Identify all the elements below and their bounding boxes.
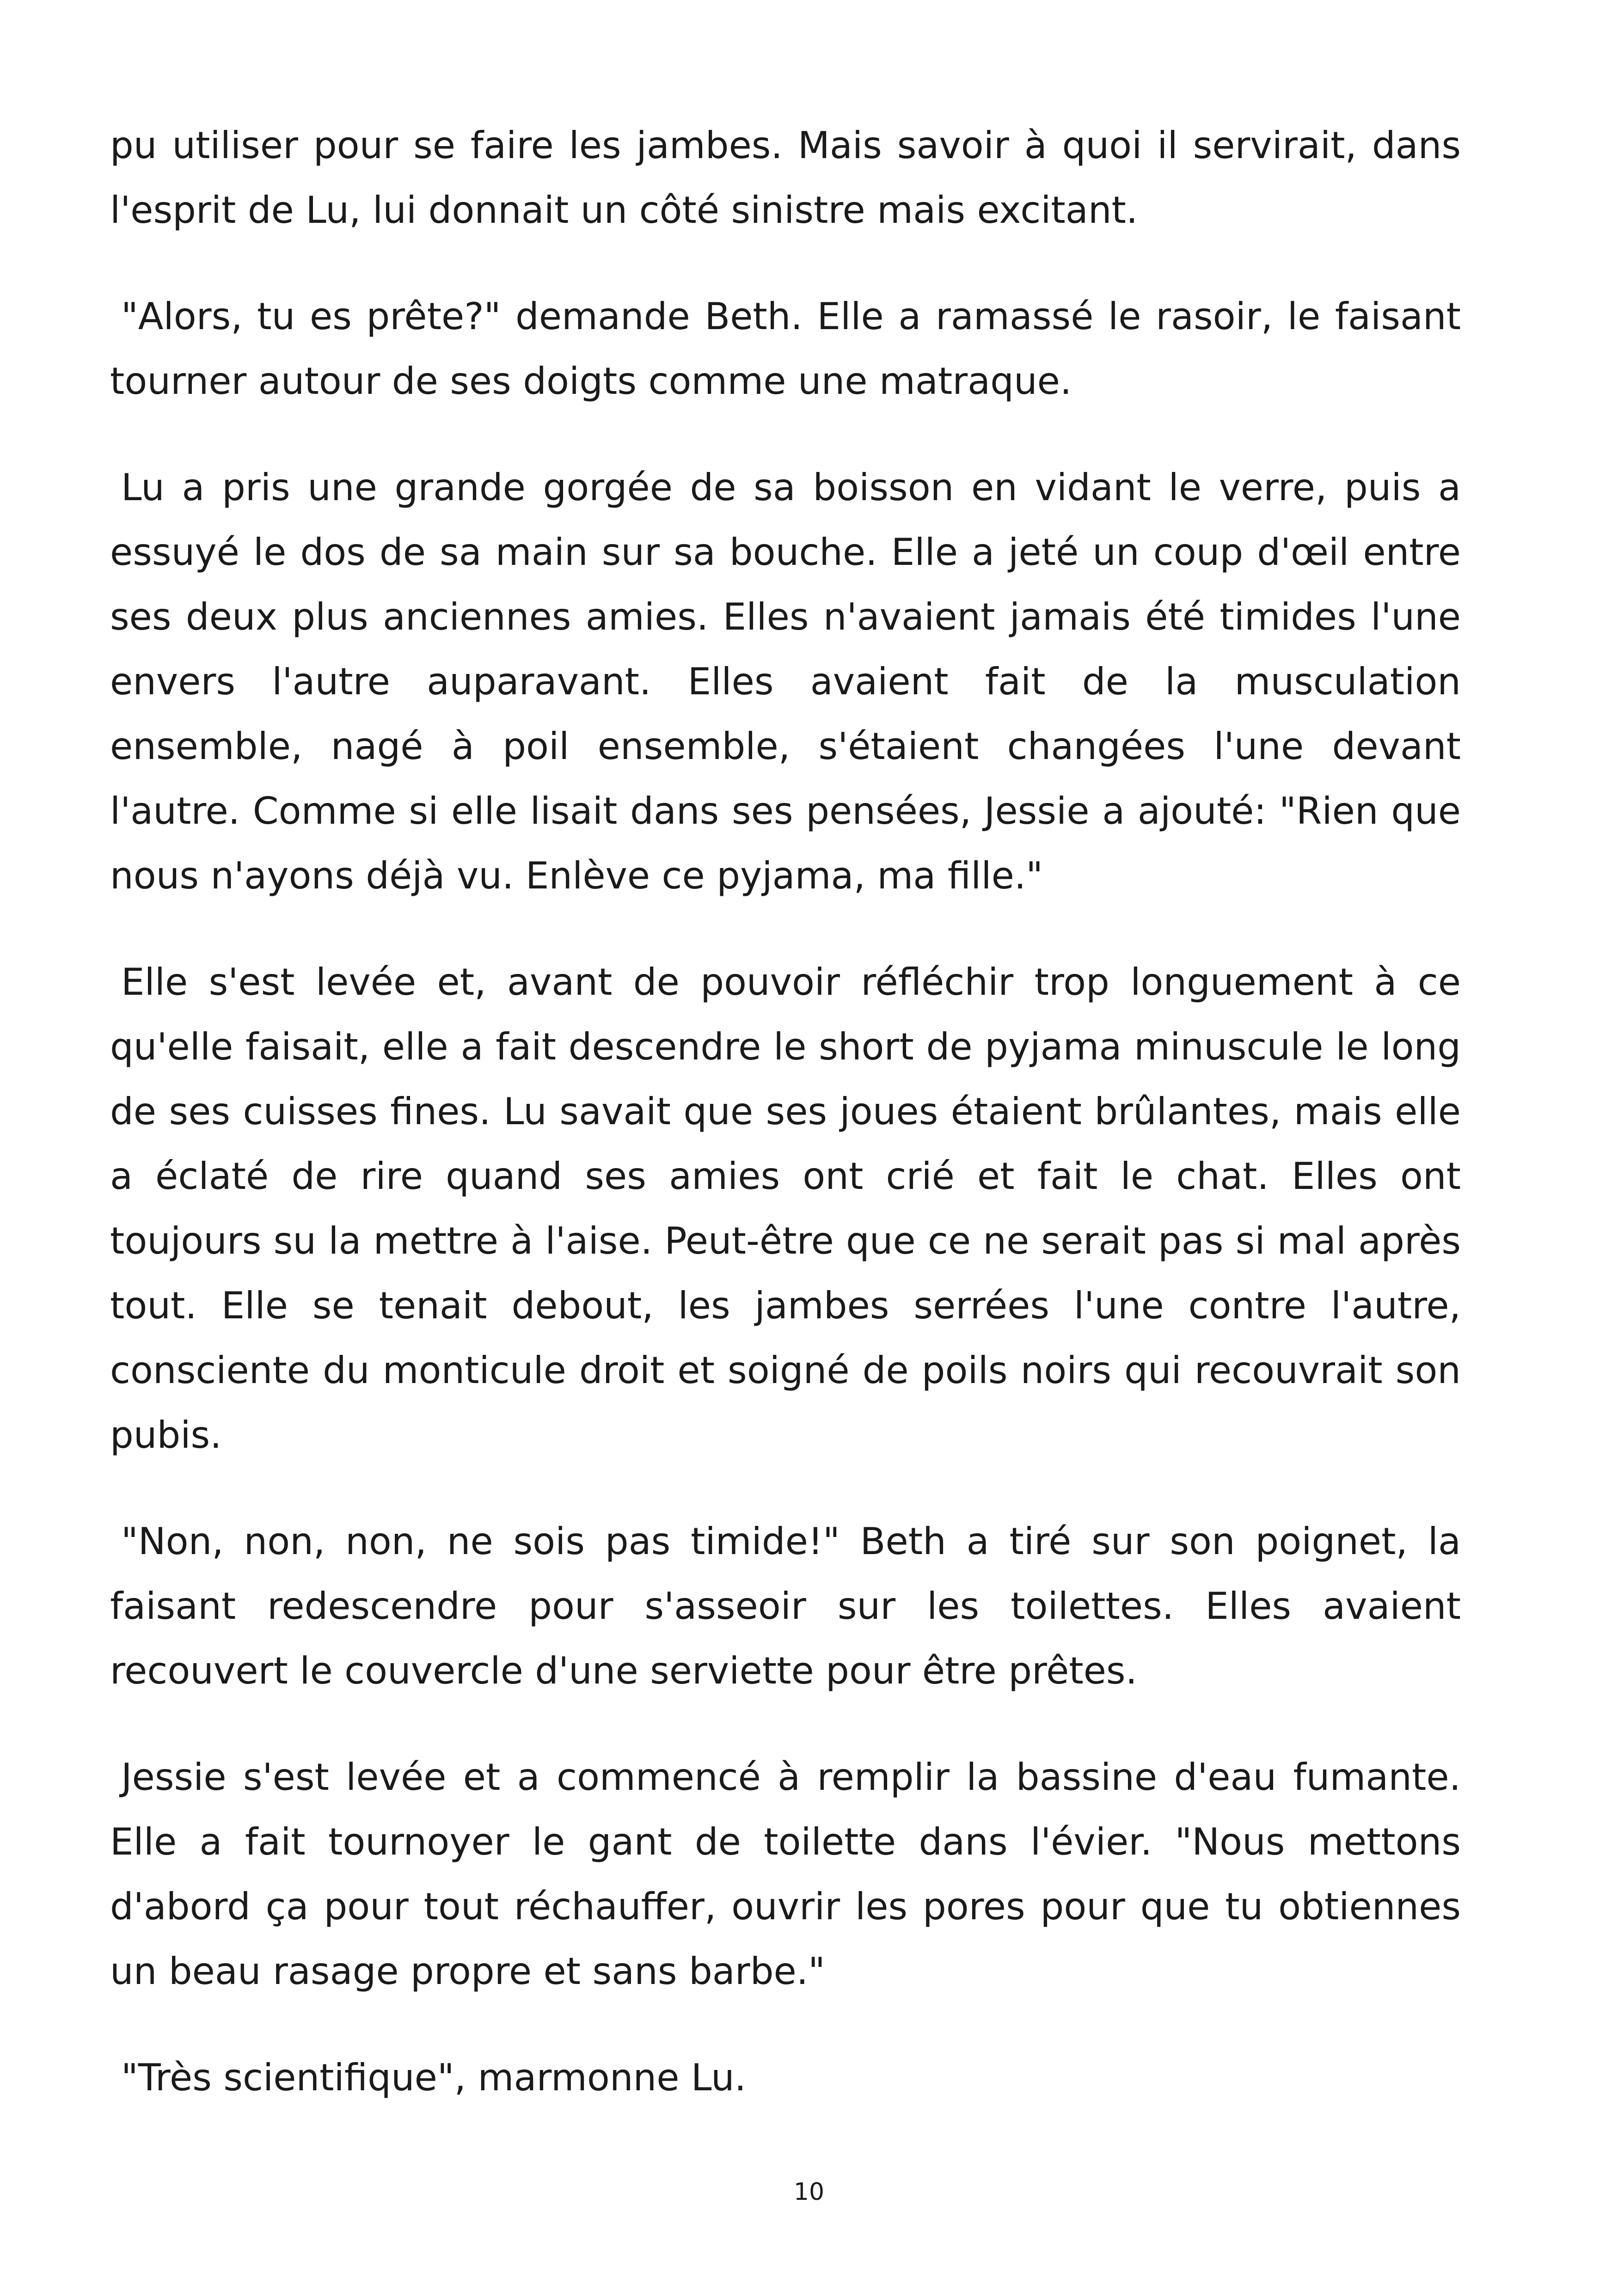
- paragraph-5: "Non, non, non, ne sois pas timide!" Beth a tiré sur son poignet, la faisant redescendre pour s'asseoir sur les toilettes. Elles avaient recouvert le couvercle d'une serviette pour être prêtes.: [110, 1520, 1461, 1692]
- page-body: [110, 113, 1461, 2152]
- paragraph-2: "Alors, tu es prête?" demande Beth. Elle a ramassé le rasoir, le faisant tourner autour de ses doigts comme une matraque.: [110, 295, 1461, 403]
- paragraph-7: "Très scientifique", marmonne Lu.: [121, 2056, 747, 2099]
- paragraph-6: Jessie s'est levée et a commencé à remplir la bassine d'eau fumante. Elle a fait tournoyer le gant de toilette dans l'évier. "Nous mettons d'abord ça pour tout réchauffer, ouvrir les pores pour que tu obtiennes un beau rasage propre et sans barbe.": [110, 1756, 1461, 1993]
- paragraph-3: Lu a pris une grande gorgée de sa boisson en vidant le verre, puis a essuyé le dos de sa main sur sa bouche. Elle a jeté un coup d'œil entre ses deux plus anciennes amies. Elles n'avaient jamais été timides l'une envers l'autre auparavant. Elles avaient fait de la musculation ensemble, nagé à poil ensemble, s'étaient changées l'une devant l'autre. Comme si elle lisait dans ses pensées, Jessie a ajouté: "Rien que nous n'ayons déjà vu. Enlève ce pyjama, ma fille.": [110, 466, 1461, 897]
- paragraph-4: Elle s'est levée et, avant de pouvoir réfléchir trop longuement à ce qu'elle faisait, elle a fait descendre le short de pyjama minuscule le long de ses cuisses fines. Lu savait que ses joues étaient brûlantes, mais elle a éclaté de rire quand ses amies ont crié et fait le chat. Elles ont toujours su la mettre à l'aise. Peut-être que ce ne serait pas si mal après tout. Elle se tenait debout, les jambes serrées l'une contre l'autre, consciente du monticule droit et soigné de poils noirs qui recouvrait son pubis.: [110, 961, 1461, 1457]
- page-number: 10: [793, 2178, 825, 2206]
- paragraph-1: pu utiliser pour se faire les jambes. Mais savoir à quoi il servirait, dans l'esprit de Lu, lui donnait un côté sinistre mais excitant.: [110, 124, 1461, 232]
